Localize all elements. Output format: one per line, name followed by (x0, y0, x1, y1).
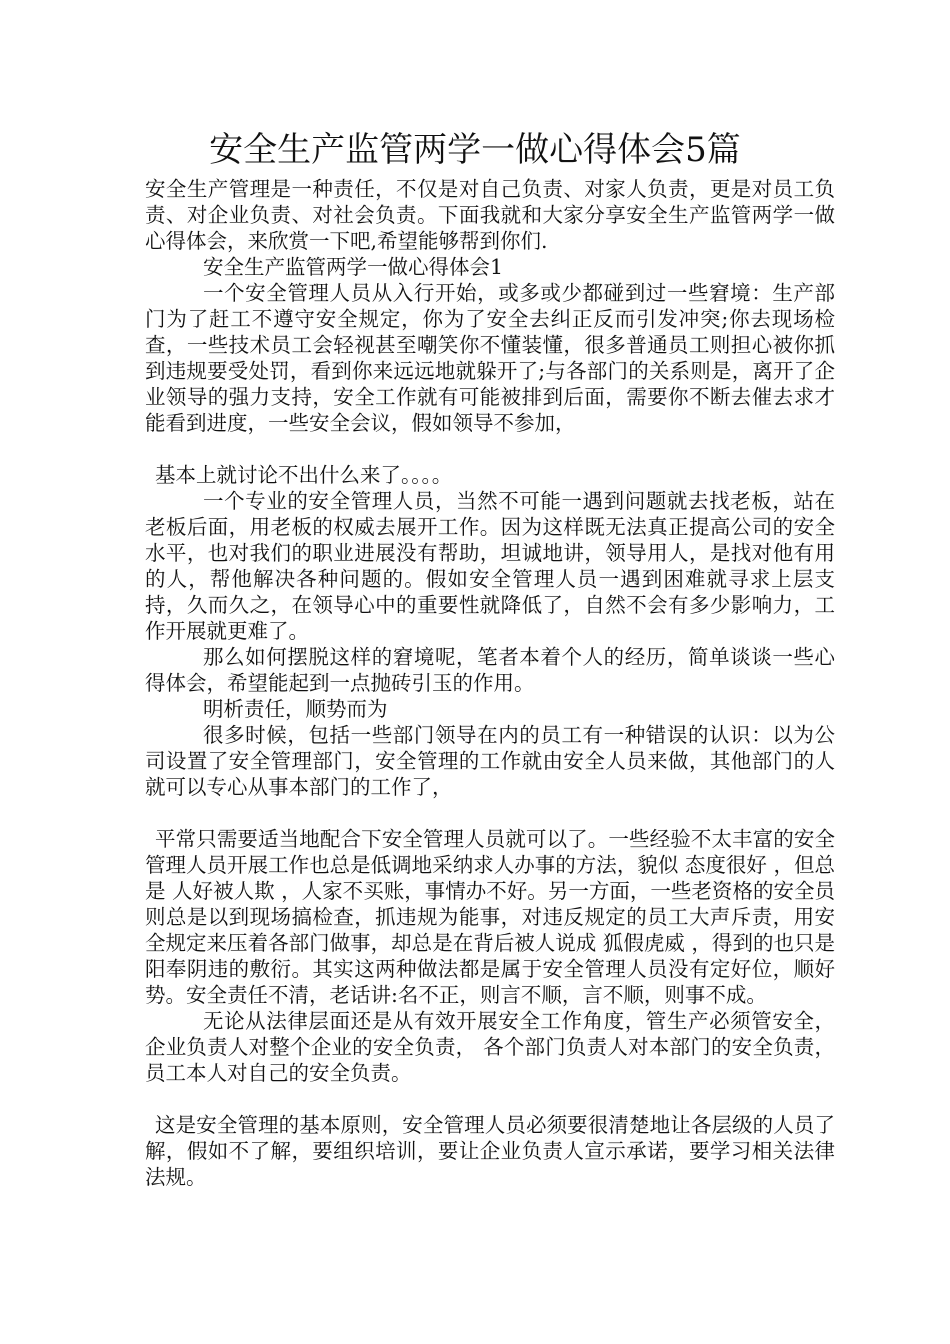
paragraph-gap (145, 436, 835, 462)
intro-paragraph: 安全生产管理是一种责任，不仅是对自己负责、对家人负责，更是对员工负责、对企业负责、对社会负责。下面我就和大家分享安全生产监管两学一做心得体会，来欣赏一下吧,希望能够帮到你们. (145, 177, 835, 253)
section-heading: 安全生产监管两学一做心得体会1 (203, 255, 504, 279)
document-title: 安全生产监管两学一做心得体会5篇 (209, 130, 741, 170)
subheading: 明析责任，顺势而为 (203, 697, 388, 721)
document-body (145, 176, 835, 1190)
body-paragraph: 那么如何摆脱这样的窘境呢，笔者本着个人的经历，简单谈谈一些心得体会，希望能起到一点抛砖引玉的作用。 (145, 645, 835, 695)
paragraph-gap (145, 800, 835, 826)
body-paragraph: 无论从法律层面还是从有效开展安全工作角度，管生产必须管安全，企业负责人对整个企业的安全负责， 各个部门负责人对本部门的安全负责，员工本人对自己的安全负责。 (145, 1009, 835, 1085)
body-paragraph: 这是安全管理的基本原则，安全管理人员必须要很清楚地让各层级的人员了解，假如不了解，要组织培训，要让企业负责人宣示承诺，要学习相关法律法规。 (145, 1113, 835, 1189)
body-paragraph: 很多时候，包括一些部门领导在内的员工有一种错误的认识：以为公司设置了安全管理部门，安全管理的工作就由安全人员来做，其他部门的人就可以专心从事本部门的工作了， (145, 723, 835, 799)
body-paragraph: 一个专业的安全管理人员，当然不可能一遇到问题就去找老板，站在老板后面，用老板的权威去展开工作。因为这样既无法真正提高公司的安全水平，也对我们的职业进展没有帮助，坦诚地讲，领导用人，是找对他有用的人，帮他解决各种问题的。假如安全管理人员一遇到困难就寻求上层支持，久而久之，在领导心中的重要性就降低了，自然不会有多少影响力，工作开展就更难了。 (145, 489, 835, 643)
body-paragraph: 一个安全管理人员从入行开始，或多或少都碰到过一些窘境：生产部门为了赶工不遵守安全规定，你为了安全去纠正反而引发冲突;你去现场检查，一些技术员工会轻视甚至嘲笑你不懂装懂，很多普通员工则担心被你抓到违规要受处罚，看到你来远远地就躲开了;与各部门的关系则是，离开了企业领导的强力支持，安全工作就有可能被排到后面，需要你不断去催去求才能看到进度，一些安全会议，假如领导不参加， (145, 281, 835, 435)
paragraph-gap (145, 1086, 835, 1112)
body-paragraph: 基本上就讨论不出什么来了。。。。 (155, 463, 453, 487)
body-paragraph: 平常只需要适当地配合下安全管理人员就可以了。一些经验不太丰富的安全管理人员开展工作也总是低调地采纳求人办事的方法，貌似 态度很好 ，但总是 人好被人欺 ，人家不买账，事情办不好。另一方面，一些老资格的安全员则总是以到现场搞检查，抓违规为能事，对违反规定的员工大声斥责，用安全规定来压着各部门做事，却总是在背后被人说成 狐假虎威 ，得到的也只是阳奉阴违的敷衍。其实这两种做法都是属于安全管理人员没有定好位，顺好势。安全责任不清，老话讲:名不正，则言不顺，言不顺，则事不成。 (145, 827, 835, 1007)
